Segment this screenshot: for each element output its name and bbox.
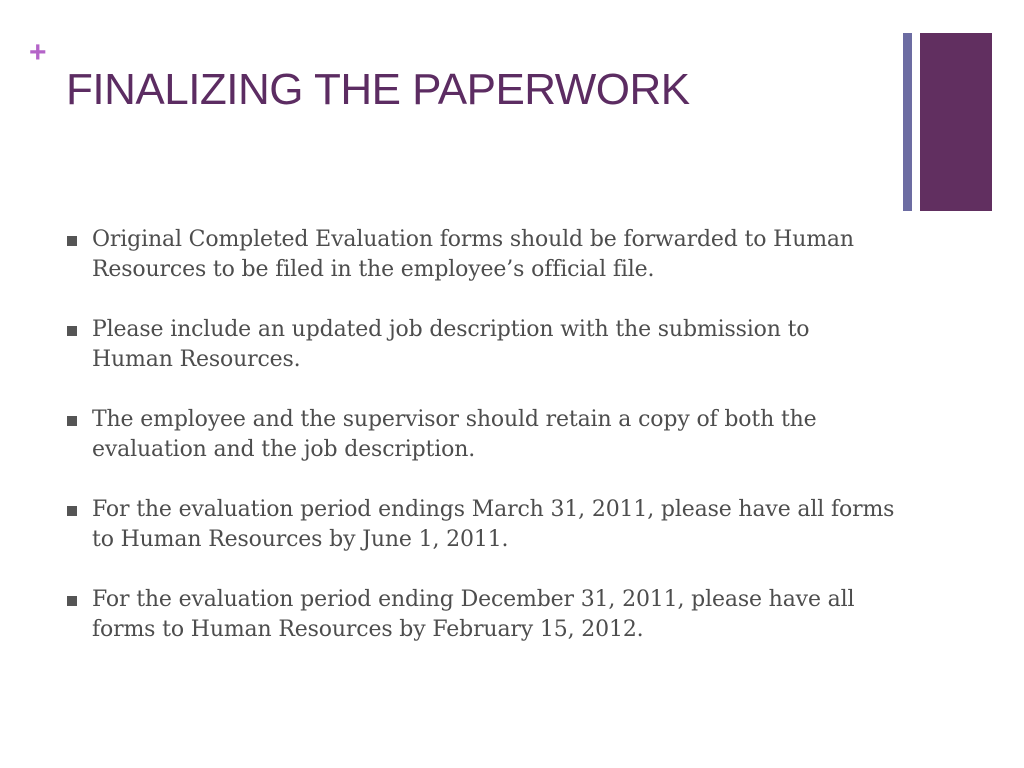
decorative-bar-thick <box>920 33 992 211</box>
list-item <box>66 495 896 555</box>
bullet-text: Original Completed Evaluation forms should be forwarded to Human Resources to be filed in the employee’s official file. <box>92 227 854 282</box>
square-bullet-icon <box>67 596 77 606</box>
bullet-list <box>66 225 896 675</box>
plus-icon: + <box>29 36 47 69</box>
list-item <box>66 225 896 285</box>
bullet-text: The employee and the supervisor should retain a copy of both the evaluation and the job description. <box>92 407 817 462</box>
slide-title: FINALIZING THE PAPERWORK <box>66 65 690 114</box>
list-item <box>66 315 896 375</box>
square-bullet-icon <box>67 236 77 246</box>
square-bullet-icon <box>67 326 77 336</box>
square-bullet-icon <box>67 416 77 426</box>
list-item <box>66 405 896 465</box>
list-item <box>66 585 896 645</box>
decorative-bar-thin <box>903 33 912 211</box>
bullet-text: Please include an updated job description with the submission to Human Resources. <box>92 317 810 372</box>
square-bullet-icon <box>67 506 77 516</box>
bullet-text: For the evaluation period ending December 31, 2011, please have all forms to Human Resources by February 15, 2012. <box>92 587 855 642</box>
bullet-text: For the evaluation period endings March 31, 2011, please have all forms to Human Resources by June 1, 2011. <box>92 497 895 552</box>
